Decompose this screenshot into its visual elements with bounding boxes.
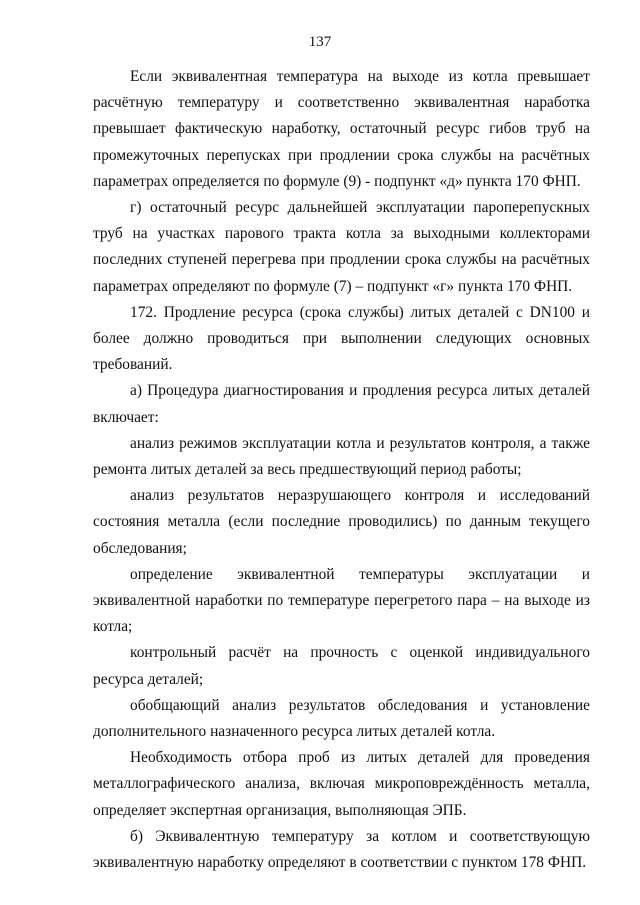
paragraph-equivalent-temperature: Если эквивалентная температура на выходе из котла превышает расчётную температуру и соответственно эквивалентная наработка превышает фактическую наработку, остаточный ресурс гибов труб на промежуточных перепусках при продлении срока службы на расчётных параметрах определяется по формуле (9) - подпункт «д» пункта 170 ФНП.: [93, 68, 590, 190]
paragraph-item-b: б) Эквивалентную температуру за котлом и соответствующую эквивалентную наработку определяют в соответствии с пунктом 178 ФНП.: [93, 827, 590, 872]
paragraph-summary-analysis: обобщающий анализ результатов обследования и установление дополнительного назначенного ресурса литых деталей котла.: [93, 696, 590, 741]
paragraph-ndt-analysis: анализ результатов неразрушающего контроля и исследований состояния металла (если последние проводились) по данным текущего обследования;: [93, 487, 590, 557]
page-number: 137: [308, 34, 332, 50]
paragraph-sampling-necessity: Необходимость отбора проб из литых деталей для проведения металлографического анализа, включая микроповреждённость металла, определяет экспертная организация, выполняющая ЭПБ.: [93, 749, 590, 819]
paragraph-equivalent-definition: определение эквивалентной температуры эксплуатации и эквивалентной наработки по температуре перегретого пара – на выходе из котла;: [93, 565, 590, 636]
paragraph-item-g: г) остаточный ресурс дальнейшей эксплуатации пароперепускных труб на участках парового тракта котла за выходными коллекторами последних ступеней перегрева при продлении срока службы на расчётных параметрах определяют по формуле (7) – подпункт «г» пункта 170 ФНП.: [93, 199, 590, 295]
paragraph-strength-calculation: контрольный расчёт на прочность с оценкой индивидуального ресурса деталей;: [93, 644, 590, 688]
paragraph-item-a: а) Процедура диагностирования и продления ресурса литых деталей включает:: [93, 382, 590, 426]
paragraph-mode-analysis: анализ режимов эксплуатации котла и результатов контроля, а также ремонта литых деталей за весь предшествующий период работы;: [93, 434, 590, 479]
document-body: [93, 64, 590, 876]
paragraph-172: 172. Продление ресурса (срока службы) литых деталей с DN100 и более должно проводиться при выполнении следующих основных требований.: [93, 303, 590, 374]
